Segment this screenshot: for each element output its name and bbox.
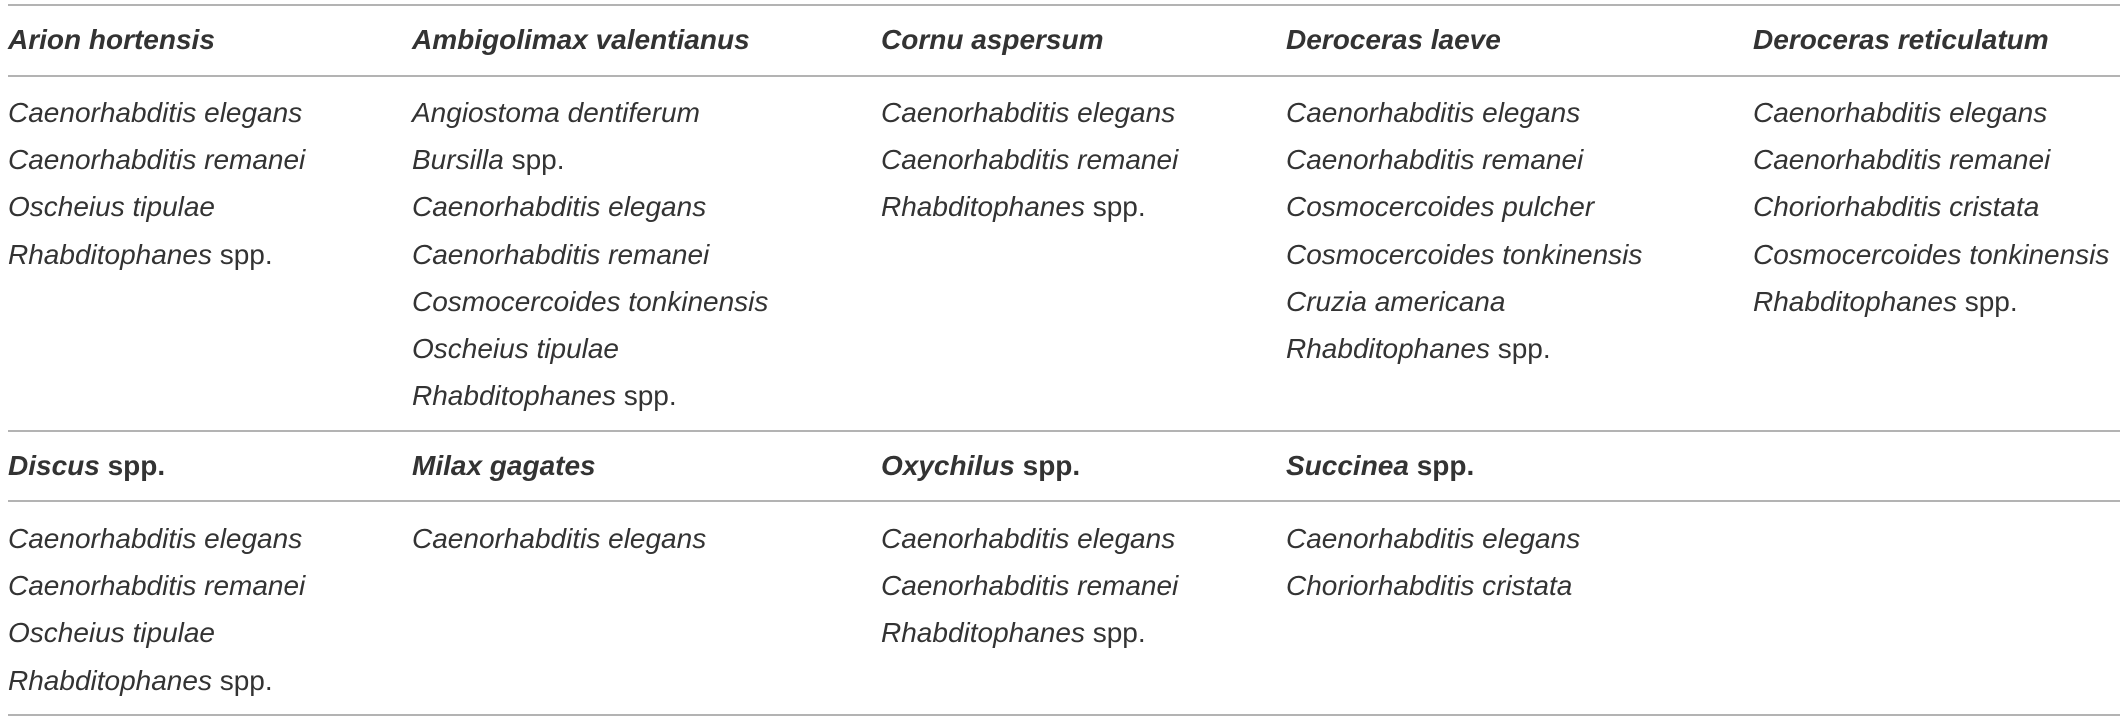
- parasite-item: Choriorhabditis cristata: [1753, 191, 2040, 223]
- bottom-rule: [8, 714, 2120, 716]
- parasite-list: [412, 515, 706, 562]
- top-rule: [8, 4, 2120, 6]
- host-name: Oxychilus spp.: [881, 450, 1081, 481]
- parasite-item: Oscheius tipulae: [8, 617, 216, 649]
- parasite-item: Oscheius tipulae: [8, 191, 216, 223]
- parasite-item: Caenorhabditis elegans: [1286, 523, 1581, 554]
- parasite-item: Caenorhabditis remanei: [881, 570, 1179, 602]
- parasite-item: Cruzia americana: [1286, 285, 1506, 317]
- parasite-item: Caenorhabditis elegans: [412, 191, 707, 223]
- parasite-item: Caenorhabditis elegans: [881, 523, 1176, 554]
- parasite-item: Caenorhabditis elegans: [881, 97, 1176, 128]
- parasite-item: Cosmocercoides tonkinensis: [1753, 238, 2110, 270]
- parasite-list: [8, 89, 305, 278]
- parasite-item: Rhabditophanes spp.: [881, 191, 1146, 223]
- parasite-item: Rhabditophanes spp.: [1753, 285, 2018, 317]
- parasite-item: Caenorhabditis remanei: [1286, 144, 1584, 176]
- host-parasite-table: [8, 0, 2120, 722]
- host-name: Milax gagates: [412, 450, 596, 481]
- host-name: Deroceras reticulatum: [1753, 24, 2049, 55]
- parasite-item: Rhabditophanes spp.: [8, 238, 273, 270]
- group-divider-rule: [8, 430, 2120, 432]
- parasite-item: Cosmocercoides tonkinensis: [412, 285, 769, 317]
- parasite-list: [1286, 515, 1580, 609]
- parasite-item: Caenorhabditis remanei: [1753, 144, 2051, 176]
- parasite-list: [881, 89, 1178, 231]
- parasite-item: Rhabditophanes spp.: [881, 617, 1146, 649]
- parasite-list: [1286, 89, 1642, 372]
- parasite-item: Rhabditophanes spp.: [8, 664, 273, 696]
- host-name: Cornu aspersum: [881, 24, 1104, 55]
- parasite-item: Rhabditophanes spp.: [1286, 332, 1551, 364]
- parasite-item: Cosmocercoides tonkinensis: [1286, 238, 1643, 270]
- parasite-item: Caenorhabditis elegans: [1753, 97, 2048, 128]
- parasite-item: Caenorhabditis elegans: [8, 523, 303, 554]
- host-name: Discus spp.: [8, 450, 166, 481]
- header-rule-1: [8, 75, 2120, 77]
- host-name: Deroceras laeve: [1286, 24, 1501, 55]
- parasite-item: Cosmocercoides pulcher: [1286, 191, 1595, 223]
- parasite-list: [412, 89, 768, 419]
- parasite-list: [1753, 89, 2109, 325]
- parasite-item: Caenorhabditis elegans: [8, 97, 303, 128]
- parasite-item: Caenorhabditis elegans: [412, 523, 707, 554]
- parasite-item: Rhabditophanes spp.: [412, 380, 677, 412]
- parasite-item: Bursilla spp.: [412, 144, 565, 176]
- parasite-item: Caenorhabditis elegans: [1286, 97, 1581, 128]
- host-name: Ambigolimax valentianus: [412, 24, 750, 55]
- parasite-item: Angiostoma dentiferum: [412, 97, 700, 128]
- parasite-item: Caenorhabditis remanei: [8, 570, 306, 602]
- parasite-item: Oscheius tipulae: [412, 332, 620, 364]
- parasite-item: Caenorhabditis remanei: [412, 238, 710, 270]
- parasite-list: [8, 515, 305, 704]
- parasite-item: Choriorhabditis cristata: [1286, 570, 1573, 602]
- header-rule-2: [8, 500, 2120, 502]
- parasite-list: [881, 515, 1178, 657]
- parasite-item: Caenorhabditis remanei: [8, 144, 306, 176]
- host-name: Arion hortensis: [8, 24, 215, 55]
- host-name: Succinea spp.: [1286, 450, 1475, 481]
- parasite-item: Caenorhabditis remanei: [881, 144, 1179, 176]
